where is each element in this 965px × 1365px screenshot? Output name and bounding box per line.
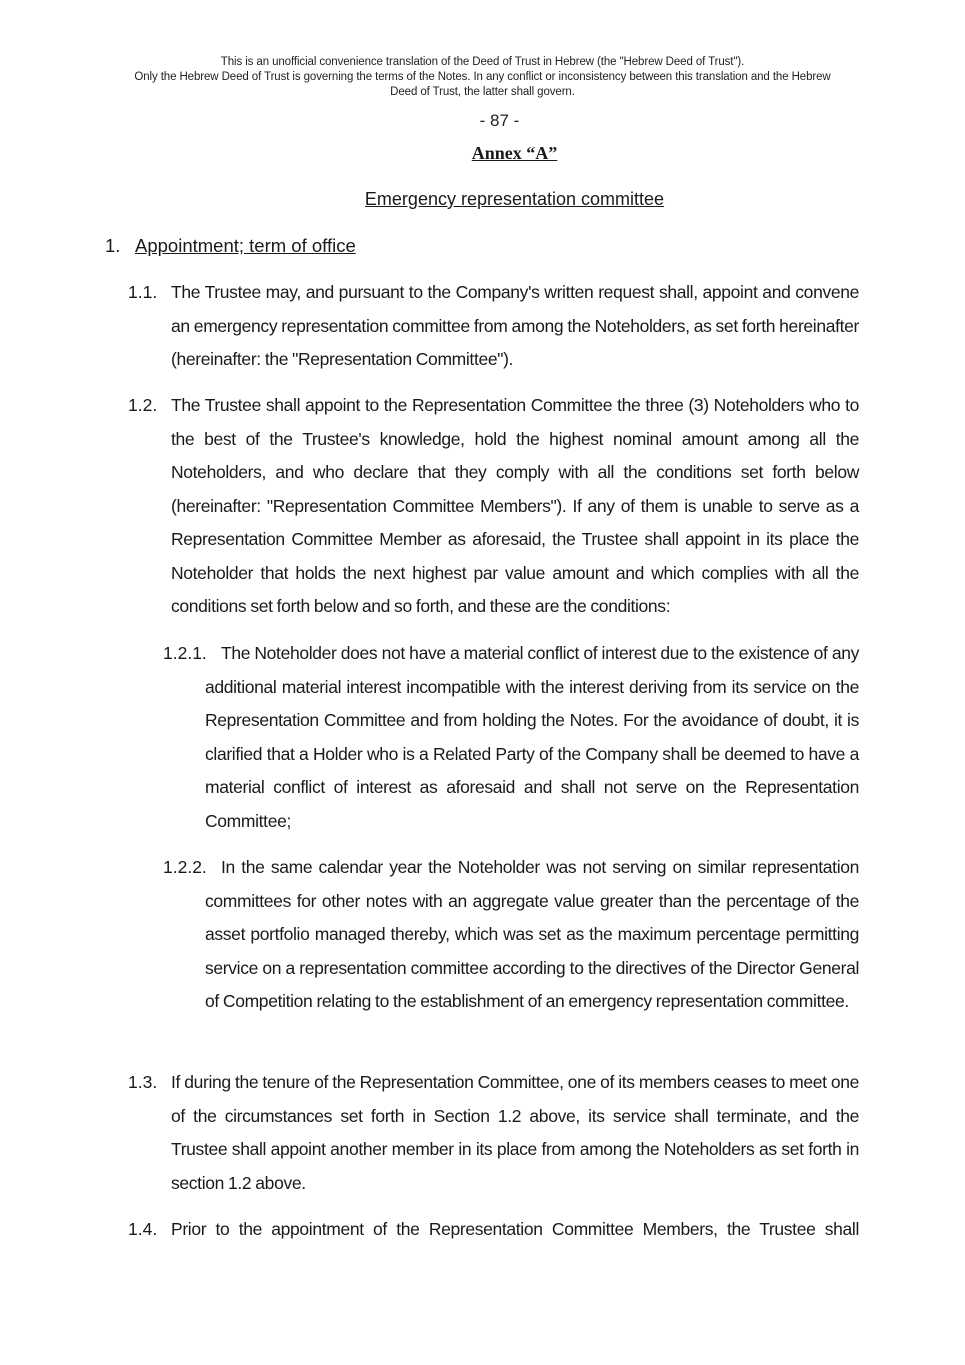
clause-text: Prior to the appointment of the Representation Committee Members, the Trustee shall <box>171 1219 859 1239</box>
annex-title-container <box>0 143 965 164</box>
clause-1-3 <box>128 1066 859 1200</box>
clause-1-2 <box>128 389 859 624</box>
section-heading-text: Appointment; term of office <box>135 235 356 256</box>
clause-number: 1.1. <box>128 282 158 302</box>
clause-number: 1.2. <box>128 395 158 415</box>
clause-number: 1.2.2. <box>163 857 207 877</box>
clause-1-2-2 <box>163 851 859 1019</box>
section-heading <box>105 235 356 257</box>
clause-number: 1.2.1. <box>163 643 207 663</box>
section-number: 1. <box>105 235 121 256</box>
clause-text: The Trustee may, and pursuant to the Company's written request shall, appoint and convene an emergency representation committee from among the Noteholders, as set forth hereinafter (hereinafter: the "Representation Committee"). <box>171 282 859 369</box>
disclaimer-line-2: Only the Hebrew Deed of Trust is governing the terms of the Notes. In any conflict or inconsistency between this translation and the Hebrew <box>134 71 831 83</box>
clause-text: The Trustee shall appoint to the Representation Committee the three (3) Noteholders who to the best of the Trustee's knowledge, hold the highest nominal amount among all the Noteholders, and who declare that they comply with all the conditions set forth below (hereinafter: "Representation Committee Members"). If any of them is unable to serve as a Representation Committee Member as aforesaid, the Trustee shall appoint in its place the Noteholder that holds the next highest par value amount and which complies with all the conditions set forth below and so forth, and these are the conditions: <box>171 395 859 616</box>
document-title-container <box>0 189 965 210</box>
clause-text: The Noteholder does not have a material conflict of interest due to the existence of any additional material interest incompatible with the interest deriving from its service on the Representation Committee and from holding the Notes. For the avoidance of doubt, it is clarified that a Holder who is a Related Party of the Company shall be deemed to have a material conflict of interest as aforesaid and shall not serve on the Representation Committee; <box>205 643 859 831</box>
clause-body <box>171 389 859 624</box>
clause-body <box>205 637 859 838</box>
clause-body <box>171 1213 859 1247</box>
clause-number: 1.3. <box>128 1072 158 1092</box>
translation-disclaimer <box>100 55 865 100</box>
annex-title: Annex “A” <box>471 143 558 163</box>
page-number: - 87 - <box>479 111 520 130</box>
clause-number: 1.4. <box>128 1219 158 1239</box>
document-title: Emergency representation committee <box>364 189 665 209</box>
clause-text: In the same calendar year the Noteholder was not serving on similar representation committees for other notes with an aggregate value greater than the percentage of the asset portfolio managed thereby, which was set as the maximum percentage permitting service on a representation committee according to the directives of the Director General of Competition relating to the establishment of an emergency representation committee. <box>205 857 859 1011</box>
clause-1-1 <box>128 276 859 377</box>
clause-1-4 <box>128 1213 859 1247</box>
page-number-container <box>0 111 965 131</box>
disclaimer-line-1: This is an unofficial convenience translation of the Deed of Trust in Hebrew (the "Hebrew Deed of Trust"). <box>220 56 745 68</box>
clause-1-2-1 <box>163 637 859 838</box>
clause-body <box>171 1066 859 1200</box>
clause-body <box>171 276 859 377</box>
clause-body <box>205 851 859 1019</box>
clause-text: If during the tenure of the Representation Committee, one of its members ceases to meet one of the circumstances set forth in Section 1.2 above, its service shall terminate, and the Trustee shall appoint another member in its place from among the Noteholders as set forth in section 1.2 above. <box>171 1072 859 1193</box>
disclaimer-line-3: Deed of Trust, the latter shall govern. <box>390 86 575 98</box>
